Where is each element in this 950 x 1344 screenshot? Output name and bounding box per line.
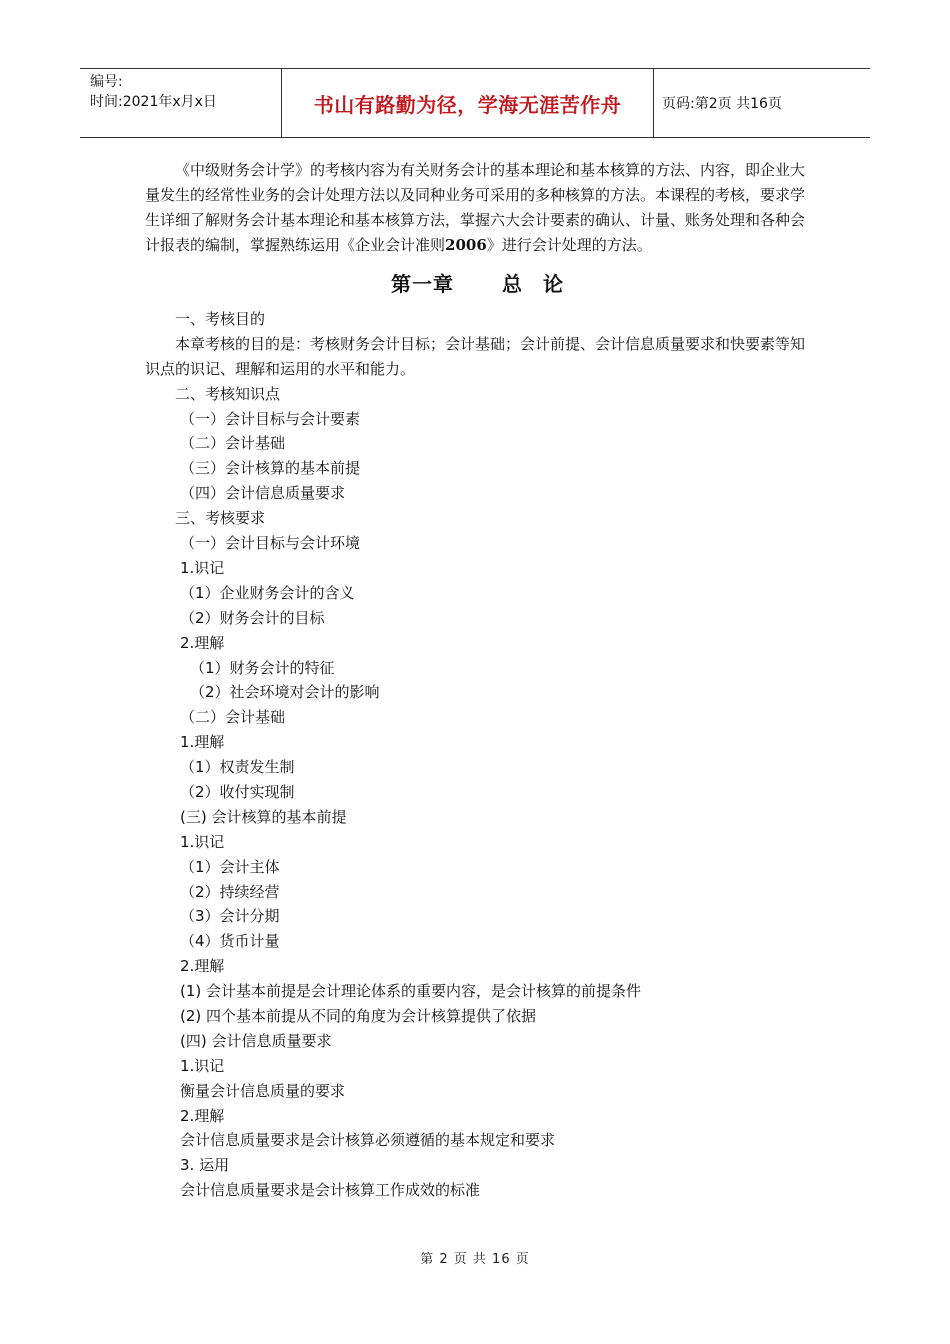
list-item: （4）货币计量 bbox=[180, 932, 280, 951]
list-item: （三）会计核算的基本前提 bbox=[180, 459, 361, 478]
list-item: 1.识记 bbox=[180, 558, 225, 577]
header-meta bbox=[80, 69, 282, 137]
intro-paragraph bbox=[145, 158, 810, 258]
list-item: （1）权责发生制 bbox=[180, 758, 295, 777]
page-header bbox=[80, 68, 870, 138]
page-footer: 第 2 页 共 16 页 bbox=[420, 1252, 530, 1267]
list-item: 衡量会计信息质量的要求 bbox=[180, 1081, 346, 1100]
list-item: （2）收付实现制 bbox=[180, 782, 295, 801]
list-item: （二）会计基础 bbox=[180, 434, 286, 453]
list-item: 2.理解 bbox=[180, 957, 225, 976]
section-heading: 二、考核知识点 bbox=[175, 384, 281, 403]
header-motto: 书山有路勤为径，学海无涯苦作舟 bbox=[282, 69, 654, 137]
list-item: (三) 会计核算的基本前提 bbox=[180, 807, 347, 826]
header-number-label: 编号: bbox=[90, 74, 123, 90]
list-item: 3. 运用 bbox=[180, 1156, 230, 1175]
list-item: （四）会计信息质量要求 bbox=[180, 484, 346, 503]
list-item: 2.理解 bbox=[180, 633, 225, 652]
list-item: （一）会计目标与会计要素 bbox=[180, 409, 361, 428]
list-item: 1.识记 bbox=[180, 1056, 225, 1075]
list-item: （3）会计分期 bbox=[180, 907, 280, 926]
intro-text-part2: 》进行会计处理的方法。 bbox=[486, 236, 652, 254]
list-item: 1.理解 bbox=[180, 733, 225, 752]
list-item: 会计信息质量要求是会计核算必须遵循的基本规定和要求 bbox=[180, 1131, 556, 1150]
chapter-title-char-1: 总 bbox=[502, 272, 523, 296]
list-item: (1) 会计基本前提是会计理论体系的重要内容，是会计核算的前提条件 bbox=[180, 982, 642, 1001]
document-body bbox=[145, 158, 810, 1203]
list-item: （2）持续经营 bbox=[180, 882, 280, 901]
intro-standard-year: 2006 bbox=[445, 236, 487, 254]
body-paragraph: 本章考核的目的是：考核财务会计目标；会计基础；会计前提、会计信息质量要求和快要素等知识点的识记、理解和运用的水平和能力。 bbox=[145, 334, 806, 378]
list-item: 1.识记 bbox=[180, 832, 225, 851]
chapter-title bbox=[145, 271, 810, 297]
chapter-prefix: 第一章 bbox=[391, 272, 454, 296]
intro-text bbox=[145, 158, 810, 258]
list-item: （一）会计目标与会计环境 bbox=[180, 534, 361, 553]
header-time-label: 时间:2021年x月x日 bbox=[90, 94, 217, 110]
list-item: （二）会计基础 bbox=[180, 708, 286, 727]
list-item: 会计信息质量要求是会计核算工作成效的标准 bbox=[180, 1181, 481, 1200]
list-item: (2) 四个基本前提从不同的角度为会计核算提供了依据 bbox=[180, 1006, 537, 1025]
list-item: （1）企业财务会计的含义 bbox=[180, 583, 355, 602]
section-heading: 一、考核目的 bbox=[175, 310, 266, 328]
list-item: 2.理解 bbox=[180, 1106, 225, 1125]
list-item: （1）会计主体 bbox=[180, 857, 280, 876]
section-heading: 三、考核要求 bbox=[175, 509, 266, 528]
list-item: （2）财务会计的目标 bbox=[180, 608, 325, 627]
list-item: (四) 会计信息质量要求 bbox=[180, 1031, 332, 1050]
list-item: （1）财务会计的特征 bbox=[190, 658, 335, 677]
chapter-title-char-2: 论 bbox=[543, 272, 564, 296]
list-item: （2）社会环境对会计的影响 bbox=[190, 683, 380, 702]
intro-text-part1: 《中级财务会计学》的考核内容为有关财务会计的基本理论和基本核算的方法、内容，即企业大量发生的经常性业务的会计处理方法以及同种业务可采用的多种核算的方法。本课程的考核，要求学生详细了解财务会计基本理论和基本核算方法，掌握六大会计要素的确认、计量、账务处理和各种会计报表的编制，掌握熟练运用《企业会计准则 bbox=[145, 161, 806, 254]
header-page-info: 页码:第2页 共16页 bbox=[662, 96, 782, 112]
